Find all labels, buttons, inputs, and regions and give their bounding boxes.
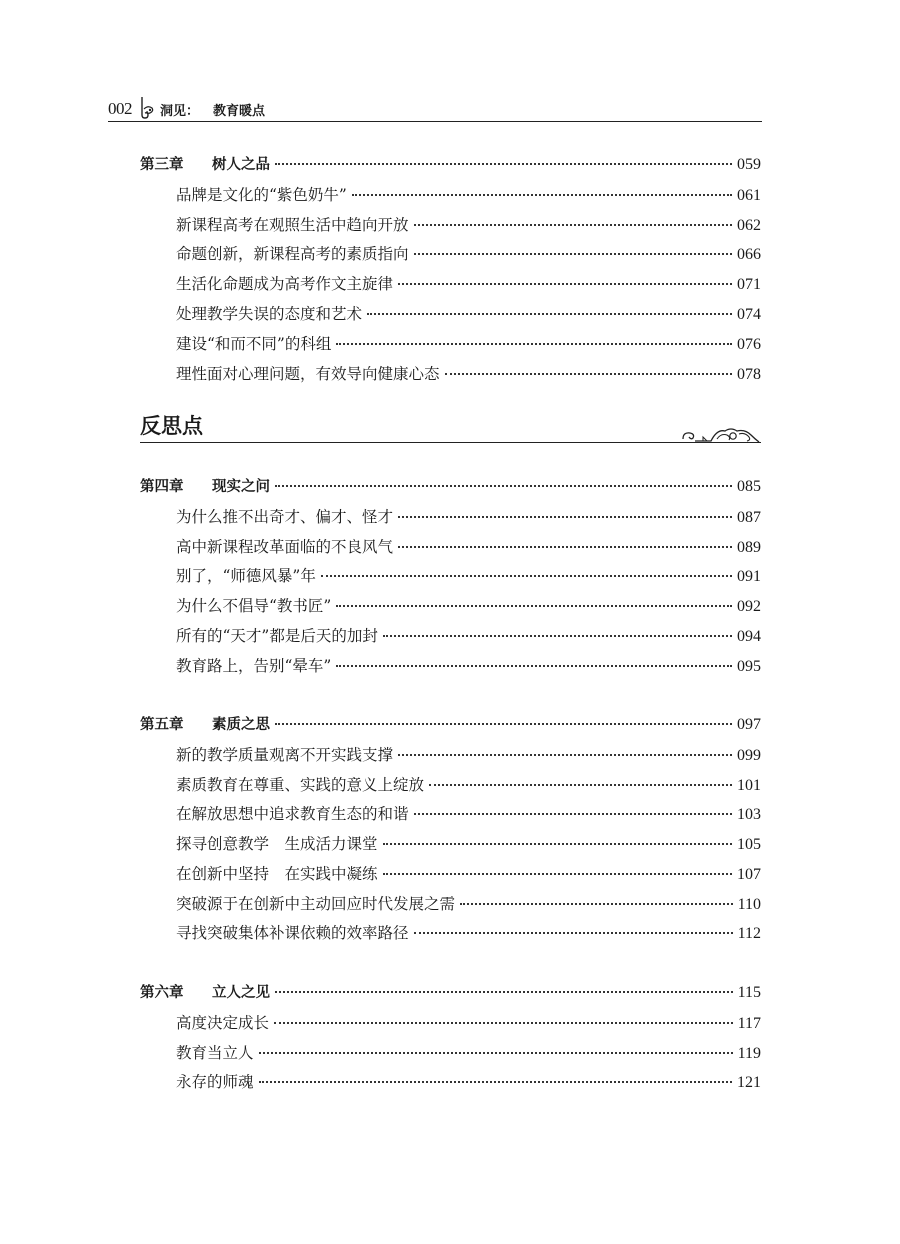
dot-leader [414, 224, 732, 226]
dot-leader [321, 575, 732, 577]
toc-title: 教育当立人 [176, 1044, 254, 1062]
page-ref: 062 [737, 217, 761, 234]
dot-leader [275, 723, 732, 725]
page-number: 002 [108, 99, 132, 118]
toc-title: 建设“和而不同”的科组 [176, 335, 332, 353]
page-ref: 087 [737, 509, 761, 526]
page-ref: 074 [737, 306, 761, 323]
dot-leader [336, 605, 732, 607]
book-title-prefix: 洞见： [160, 104, 200, 119]
chapter-title: 树人之品 [212, 157, 270, 173]
page-ref: 071 [737, 276, 761, 293]
dot-leader [383, 635, 732, 637]
toc-entry[interactable] [176, 743, 761, 767]
dot-leader [414, 253, 732, 255]
toc-entry[interactable] [176, 242, 761, 266]
toc-title: 新课程高考在观照生活中趋向开放 [176, 216, 409, 234]
toc-title: 命题创新，新课程高考的素质指向 [176, 245, 409, 263]
dot-leader [336, 343, 732, 345]
dot-leader [275, 163, 732, 165]
page-ref: 094 [737, 628, 761, 645]
toc-entry[interactable] [176, 832, 761, 856]
section-ornament-icon [681, 425, 761, 443]
toc-entry[interactable] [176, 362, 761, 386]
dot-leader [398, 516, 732, 518]
page-ref: 110 [737, 896, 761, 913]
dot-leader [445, 373, 732, 375]
toc-title [140, 475, 270, 496]
running-header [108, 97, 762, 122]
toc-entry[interactable] [176, 272, 761, 296]
toc-entry[interactable] [176, 302, 761, 326]
toc-entry[interactable] [176, 1041, 761, 1065]
toc-entry[interactable] [176, 862, 761, 886]
dot-leader [259, 1052, 733, 1054]
toc-title: 教育路上，告别“晕车” [176, 657, 332, 675]
toc-title: 理性面对心理问题，有效导向健康心态 [176, 365, 440, 383]
page-ref: 091 [737, 568, 761, 585]
page-ref: 112 [737, 925, 761, 942]
toc-entry[interactable] [176, 1011, 761, 1035]
dot-leader [398, 546, 732, 548]
page-ref: 059 [737, 156, 761, 173]
dot-leader [398, 283, 732, 285]
toc-entry[interactable] [176, 624, 761, 648]
dot-leader [460, 903, 733, 905]
toc-entry[interactable] [176, 183, 761, 207]
toc-entry[interactable] [176, 535, 761, 559]
toc-entry[interactable] [176, 892, 761, 916]
page-ref: 078 [737, 366, 761, 383]
toc-title: 别了，“师德风暴”年 [176, 567, 316, 585]
chapter-title: 素质之思 [212, 717, 270, 733]
toc-entry[interactable] [176, 213, 761, 237]
toc-title: 新的教学质量观离不开实践支撑 [176, 746, 394, 764]
dot-leader [275, 485, 732, 487]
toc-entry[interactable] [176, 1070, 761, 1094]
toc-title: 处理教学失误的态度和艺术 [176, 305, 363, 323]
toc-title: 素质教育在尊重、实践的意义上绽放 [176, 776, 425, 794]
page-ref: 085 [737, 478, 761, 495]
toc-title [140, 153, 270, 174]
page-ref: 103 [737, 806, 761, 823]
toc-title: 突破源于在创新中主动回应时代发展之需 [176, 895, 456, 913]
page-ref: 117 [737, 1015, 761, 1032]
toc-entry[interactable] [176, 654, 761, 678]
dot-leader [336, 665, 732, 667]
page-ref: 076 [737, 336, 761, 353]
page-ref: 066 [737, 246, 761, 263]
toc-entry[interactable] [176, 773, 761, 797]
toc-entry[interactable] [176, 564, 761, 588]
dot-leader [414, 813, 732, 815]
page-ref: 099 [737, 747, 761, 764]
page-ref: 101 [737, 777, 761, 794]
toc-title: 为什么推不出奇才、偏才、怪才 [176, 508, 394, 526]
dot-leader [367, 313, 732, 315]
toc-title: 品牌是文化的“紫色奶牛” [176, 186, 347, 204]
book-title [160, 100, 265, 119]
dot-leader [259, 1081, 732, 1083]
toc-title [140, 713, 270, 734]
dot-leader [352, 194, 732, 196]
page-ref: 121 [737, 1074, 761, 1091]
toc-title: 在解放思想中追求教育生态的和谐 [176, 805, 409, 823]
section-title: 反思点 [140, 414, 203, 438]
dot-leader [383, 873, 732, 875]
toc-title [140, 981, 270, 1002]
page-ref: 061 [737, 187, 761, 204]
header-ornament-icon [139, 97, 155, 119]
dot-leader [275, 991, 733, 993]
toc-chapter-3[interactable] [140, 153, 761, 177]
toc-title: 生活化命题成为高考作文主旋律 [176, 275, 394, 293]
toc-chapter-6[interactable] [140, 981, 761, 1005]
chapter-label: 第五章 [140, 717, 184, 733]
toc-title: 为什么不倡导“教书匠” [176, 597, 332, 615]
page-ref: 092 [737, 598, 761, 615]
toc-title: 高中新课程改革面临的不良风气 [176, 538, 394, 556]
page-ref: 119 [737, 1045, 761, 1062]
toc-chapter-5[interactable] [140, 713, 761, 737]
chapter-label: 第四章 [140, 479, 184, 495]
dot-leader [398, 754, 732, 756]
chapter-label: 第六章 [140, 985, 184, 1001]
toc-chapter-4[interactable] [140, 475, 761, 499]
toc-entry[interactable] [176, 921, 761, 945]
page-ref: 115 [737, 984, 761, 1001]
page-ref: 107 [737, 866, 761, 883]
toc-title: 高度决定成长 [176, 1014, 270, 1032]
toc-title: 永存的师魂 [176, 1073, 254, 1091]
book-title-main: 教育暖点 [213, 104, 266, 119]
dot-leader [414, 932, 733, 934]
toc-entry[interactable] [176, 505, 761, 529]
toc-title: 所有的“天才”都是后天的加封 [176, 627, 378, 645]
page-ref: 095 [737, 658, 761, 675]
page-ref: 105 [737, 836, 761, 853]
toc-title: 探寻创意教学 生成活力课堂 [176, 835, 378, 853]
page-ref: 097 [737, 716, 761, 733]
page-ref: 089 [737, 539, 761, 556]
toc-entry[interactable] [176, 332, 761, 356]
section-heading [140, 406, 761, 443]
dot-leader [429, 784, 732, 786]
toc-entry[interactable] [176, 802, 761, 826]
chapter-label: 第三章 [140, 157, 184, 173]
dot-leader [274, 1022, 733, 1024]
toc-entry[interactable] [176, 594, 761, 618]
chapter-title: 现实之问 [212, 479, 270, 495]
dot-leader [383, 843, 732, 845]
toc-title: 寻找突破集体补课依赖的效率路径 [176, 924, 409, 942]
chapter-title: 立人之见 [212, 985, 270, 1001]
toc-title: 在创新中坚持 在实践中凝练 [176, 865, 378, 883]
